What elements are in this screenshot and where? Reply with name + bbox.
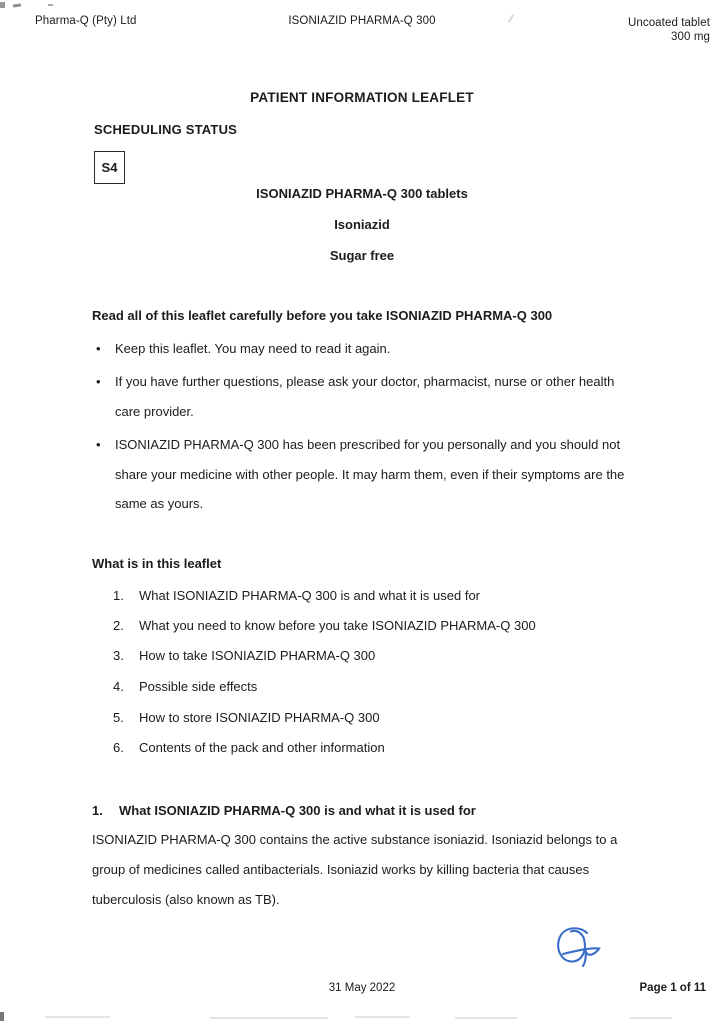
signature-stroke: [558, 928, 587, 961]
handwritten-initial-signature: [551, 924, 605, 974]
toc-item: [113, 586, 480, 606]
toc-item-text: Contents of the pack and other information: [139, 740, 385, 755]
list-item: [96, 367, 630, 426]
active-ingredient: Isoniazid: [334, 217, 390, 232]
scan-artifact: [48, 4, 53, 6]
bullet-text: Keep this leaflet. You may need to read it again.: [115, 341, 391, 356]
bullet-text: If you have further questions, please ask your doctor, pharmacist, nurse or other health care provider.: [115, 374, 615, 419]
bullet-text: ISONIAZID PHARMA-Q 300 has been prescribed for you personally and you should not share your medicine with other people. It may harm them, even if their symptoms are the same as yours.: [115, 437, 625, 511]
toc-item-text: How to take ISONIAZID PHARMA-Q 300: [139, 648, 376, 663]
list-item: [96, 334, 630, 364]
toc-item-text: Possible side effects: [139, 679, 258, 694]
toc-item-number: 5.: [113, 710, 124, 725]
section-1-heading: [92, 801, 476, 821]
product-title: ISONIAZID PHARMA-Q 300 tablets: [256, 186, 468, 201]
footer-date: 31 May 2022: [328, 982, 396, 994]
toc-item-number: 4.: [113, 679, 124, 694]
toc-item: [113, 677, 257, 697]
scan-streak: [210, 1017, 328, 1019]
scan-streak: [455, 1017, 517, 1019]
intro-heading: Read all of this leaflet carefully before you take ISONIAZID PHARMA-Q 300: [92, 308, 553, 323]
toc-item: [113, 738, 385, 758]
scan-artifact: [0, 2, 5, 8]
section-number: 1.: [92, 803, 103, 818]
toc-item: [113, 646, 375, 666]
toc-item-number: 6.: [113, 740, 124, 755]
scan-streak: [45, 1016, 110, 1018]
bullet-icon: •: [96, 341, 101, 356]
toc-item-number: 2.: [113, 618, 124, 633]
toc-heading: What is in this leaflet: [92, 556, 222, 571]
schedule-code: S4: [101, 160, 118, 175]
toc-item-text: What you need to know before you take ISONIAZID PHARMA-Q 300: [139, 618, 536, 633]
schedule-code-box: [94, 151, 125, 184]
scan-streak: [630, 1017, 672, 1019]
toc-item-text: How to store ISONIAZID PHARMA-Q 300: [139, 710, 380, 725]
scheduling-status-label: SCHEDULING STATUS: [94, 122, 238, 137]
section-title: What ISONIAZID PHARMA-Q 300 is and what it is used for: [119, 803, 476, 818]
header-company: Pharma-Q (Pty) Ltd: [35, 15, 137, 27]
toc-item-number: 1.: [113, 588, 124, 603]
scan-streak: [355, 1016, 410, 1018]
header-product-name: ISONIAZID PHARMA-Q 300: [288, 15, 436, 27]
footer-page-number: Page 1 of 11: [639, 982, 706, 994]
toc-item: [113, 616, 536, 636]
section-1-body: ISONIAZID PHARMA-Q 300 contains the active substance isoniazid. Isoniazid belongs to a group of medicines called antibacterials. Isoniazid works by killing bacteria that causes tuberculosis (also known as TB).: [92, 832, 618, 907]
list-item: [96, 430, 630, 519]
header-right-block: [628, 17, 710, 44]
scan-artifact: [0, 1012, 4, 1021]
scan-artifact: [13, 3, 21, 7]
toc-item-text: What ISONIAZID PHARMA-Q 300 is and what it is used for: [139, 588, 481, 603]
toc-item: [113, 708, 380, 728]
header-strength: 300 mg: [671, 30, 710, 43]
toc-item-number: 3.: [113, 648, 124, 663]
bullet-icon: •: [96, 374, 101, 389]
sugar-free-note: Sugar free: [329, 248, 395, 263]
header-dosage-form: Uncoated tablet: [627, 17, 710, 29]
bullet-icon: •: [96, 437, 101, 452]
page-title: PATIENT INFORMATION LEAFLET: [250, 90, 474, 105]
